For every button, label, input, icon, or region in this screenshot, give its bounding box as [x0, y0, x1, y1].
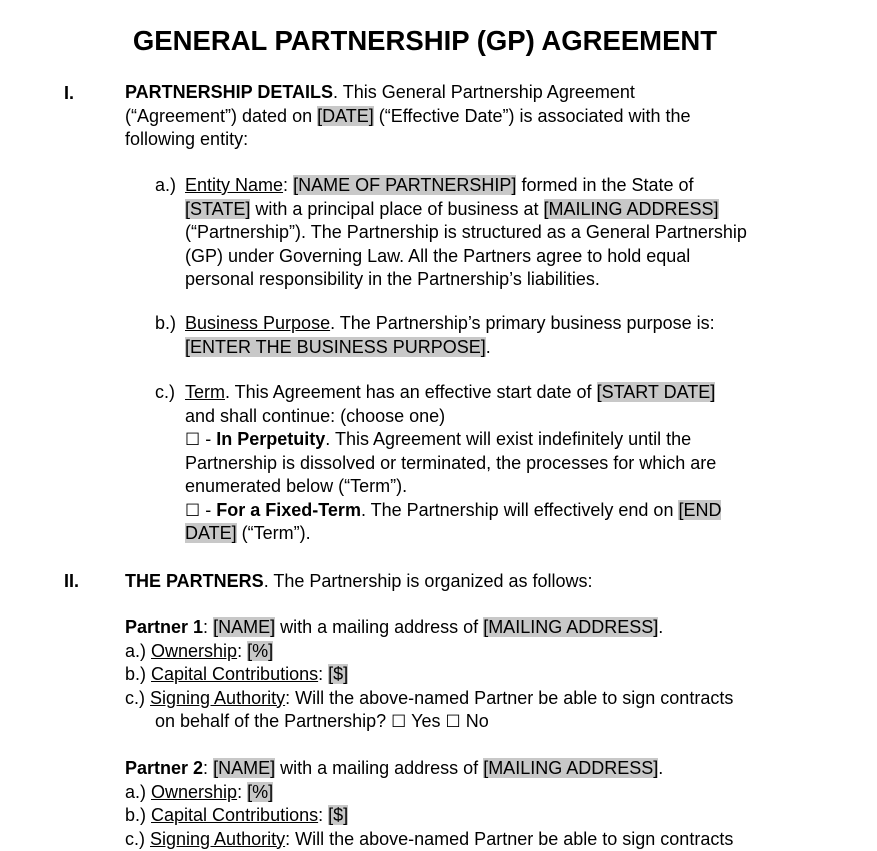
- principal-address-field[interactable]: [MAILING ADDRESS]: [543, 198, 719, 219]
- entity-name-clause: Entity Name: [NAME OF PARTNERSHIP] formed in the State of [STATE] with a principal place of business at [MAILING ADDRESS] (“Partnership”). The Partnership is structured as a General Partnership (GP) under Governing Law. All the Partners agree to hold equal personal responsibility in the Partnership’s liabilities.: [185, 175, 747, 289]
- entity-name-marker: a.): [155, 175, 177, 195]
- partner-2-label: Partner 2: [125, 758, 204, 778]
- partner-1-name-field[interactable]: [NAME]: [213, 617, 276, 637]
- fixed-term-checkbox[interactable]: ☐: [185, 500, 201, 521]
- end-date-field[interactable]: [END: [678, 499, 722, 520]
- partner-2-signing-label: Signing Authority: [150, 828, 286, 849]
- document-title: GENERAL PARTNERSHIP (GP) AGREEMENT: [132, 25, 718, 56]
- partner-1-no-checkbox[interactable]: ☐: [445, 712, 461, 732]
- partnership-name-field[interactable]: [NAME OF PARTNERSHIP]: [293, 175, 517, 195]
- term-clause: Term. This Agreement has an effective start date of [START DATE] and shall continue: (choose one) ☐ - In Perpetuity. This Agreement will exist indefinitely until the Partnership is dissolved or terminated, the processes for which are enumerated below (“Term”). ☐ - For a Fixed-Term. The Partnership will effectively end on [END DATE] (“Term”).: [185, 382, 722, 543]
- partner-1-ownership-field[interactable]: [%]: [247, 640, 274, 661]
- partner-2-block: Partner 2: [NAME] with a mailing address of [MAILING ADDRESS]. a.) Ownership: [%] b.) Capital Contributions: [$] c.) Signing Authority: Will the above-named Partner be able to sign contracts: [125, 758, 734, 849]
- perpetuity-label: In Perpetuity: [216, 429, 326, 449]
- partner-2-capital-field[interactable]: [$]: [328, 805, 349, 825]
- state-field[interactable]: [STATE]: [185, 198, 251, 219]
- partner-1-capital-label: Capital Contributions: [151, 664, 319, 684]
- partner-1-address-field[interactable]: [MAILING ADDRESS]: [483, 617, 659, 637]
- end-date-field-cont[interactable]: DATE]: [185, 523, 237, 543]
- date-field[interactable]: [DATE]: [317, 105, 374, 126]
- partner-1-ownership-label: Ownership: [151, 640, 238, 661]
- partner-2-address-field[interactable]: [MAILING ADDRESS]: [483, 758, 659, 778]
- perpetuity-checkbox[interactable]: ☐: [185, 430, 201, 450]
- partner-1-label: Partner 1: [125, 617, 204, 637]
- section-2-intro: THE PARTNERS. The Partnership is organized as follows:: [125, 571, 593, 591]
- partner-1-signing-label: Signing Authority: [150, 687, 286, 708]
- section-1-numeral: I.: [64, 83, 75, 103]
- term-marker: c.): [155, 382, 175, 402]
- section-2-numeral: II.: [64, 571, 80, 591]
- business-purpose-clause: Business Purpose. The Partnership’s primary business purpose is: [ENTER THE BUSINESS PURPOSE].: [185, 313, 715, 357]
- partner-1-capital-field[interactable]: [$]: [328, 664, 349, 684]
- start-date-field[interactable]: [START DATE]: [596, 382, 716, 402]
- section-1-intro: PARTNERSHIP DETAILS. This General Partnership Agreement (“Agreement”) dated on [DATE] (“Effective Date”) is associated with the following entity:: [125, 82, 691, 149]
- partner-2-capital-label: Capital Contributions: [151, 805, 319, 825]
- fixed-term-label: For a Fixed-Term: [216, 499, 361, 520]
- partner-2-ownership-label: Ownership: [151, 781, 238, 802]
- business-purpose-field[interactable]: [ENTER THE BUSINESS PURPOSE]: [185, 336, 486, 357]
- partner-2-ownership-field[interactable]: [%]: [247, 781, 274, 802]
- section-2-heading: THE PARTNERS: [125, 571, 264, 591]
- section-1-heading: PARTNERSHIP DETAILS: [125, 82, 334, 102]
- entity-name-label: Entity Name: [185, 175, 284, 195]
- partner-1-block: Partner 1: [NAME] with a mailing address of [MAILING ADDRESS]. a.) Ownership: [%] b.) Capital Contributions: [$] c.) Signing Authority: Will the above-named Partner be able to sign contracts on behalf of the Partnership? ☐ Yes ☐ No: [125, 617, 734, 732]
- partner-2-name-field[interactable]: [NAME]: [213, 758, 276, 778]
- partner-1-yes-checkbox[interactable]: ☐: [391, 712, 407, 732]
- term-label: Term: [185, 382, 225, 402]
- business-purpose-marker: b.): [155, 313, 177, 333]
- business-purpose-label: Business Purpose: [185, 313, 331, 333]
